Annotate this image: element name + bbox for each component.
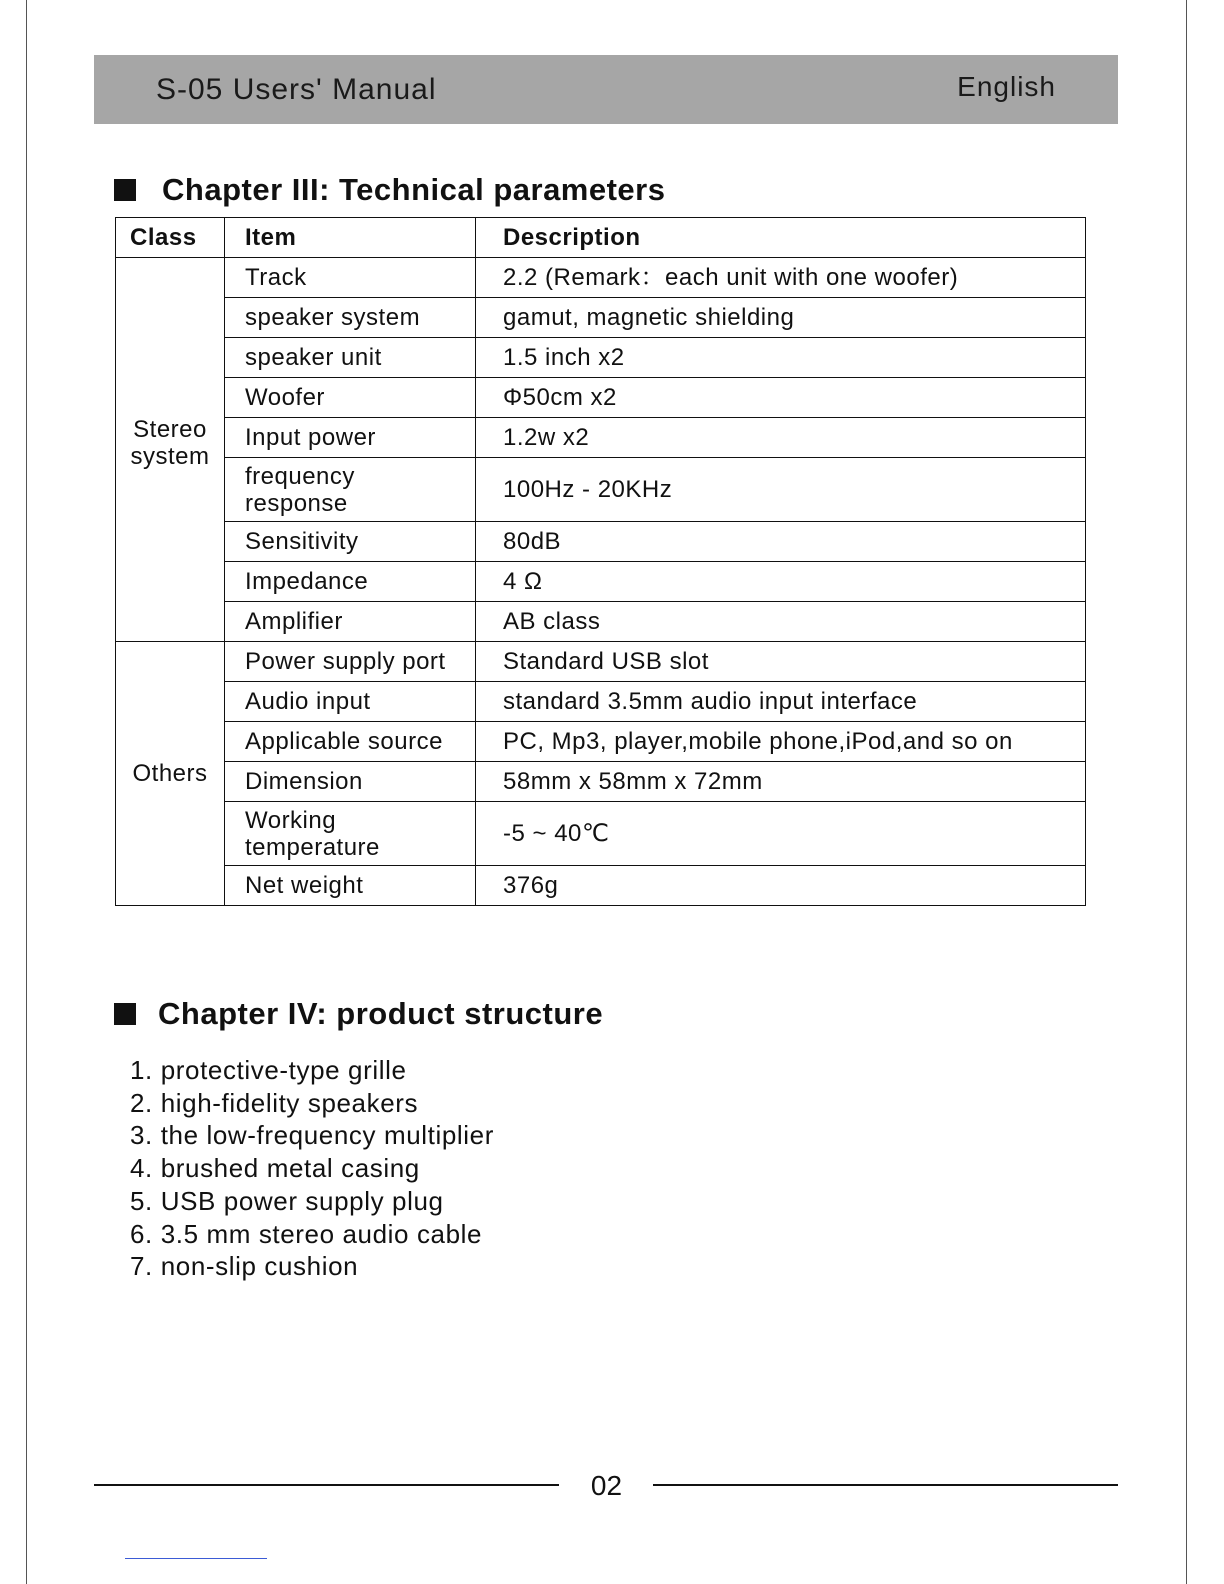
table-row xyxy=(116,298,1086,338)
description-cell: 1.2w x2 xyxy=(476,418,1086,458)
table-row xyxy=(116,378,1086,418)
list-item: 6. 3.5 mm stereo audio cable xyxy=(130,1218,483,1249)
table-row xyxy=(116,762,1086,802)
bottom-link-underline xyxy=(125,1558,267,1559)
table-row xyxy=(116,642,1086,682)
item-cell: speaker system xyxy=(225,298,476,338)
item-cell: Dimension xyxy=(225,762,476,802)
chapter-4-title: Chapter IV: product structure xyxy=(158,996,604,1031)
item-cell: Audio input xyxy=(225,682,476,722)
description-cell: gamut, magnetic shielding xyxy=(476,298,1086,338)
page-number: 02 xyxy=(590,1470,623,1501)
product-structure-list xyxy=(130,1054,494,1283)
table-header-row xyxy=(116,218,1086,258)
list-item: 5. USB power supply plug xyxy=(130,1185,444,1216)
description-cell: 100Hz - 20KHz xyxy=(476,458,1086,522)
table-row xyxy=(116,866,1086,906)
item-cell: frequency response xyxy=(225,458,476,522)
header-description: Description xyxy=(476,218,1086,258)
list-item: 7. non-slip cushion xyxy=(130,1251,359,1282)
manual-title: S-05 Users' Manual xyxy=(156,73,437,106)
description-cell: 80dB xyxy=(476,522,1086,562)
bullet-square-icon xyxy=(114,179,136,201)
chapter-4-heading xyxy=(114,996,603,1032)
class-cell-stereo: Stereo system xyxy=(116,258,225,642)
list-item: 1. protective-type grille xyxy=(130,1055,407,1085)
page-edge-right xyxy=(1186,0,1187,1584)
footer-divider-left xyxy=(94,1484,559,1486)
description-cell: Φ50cm x2 xyxy=(476,378,1086,418)
item-cell: Applicable source xyxy=(225,722,476,762)
class-cell-others: Others xyxy=(116,642,225,906)
table-row xyxy=(116,522,1086,562)
description-cell: Standard USB slot xyxy=(476,642,1086,682)
item-cell: Track xyxy=(225,258,476,298)
table-row xyxy=(116,602,1086,642)
item-cell: speaker unit xyxy=(225,338,476,378)
technical-parameters-table xyxy=(115,217,1086,906)
item-cell: Input power xyxy=(225,418,476,458)
description-cell: PC, Mp3, player,mobile phone,iPod,and so on xyxy=(476,722,1086,762)
table-row xyxy=(116,722,1086,762)
description-cell: 2.2 (Remark：each unit with one woofer) xyxy=(476,258,1086,298)
description-cell: 4 Ω xyxy=(476,562,1086,602)
description-cell: 376g xyxy=(476,866,1086,906)
description-cell: -5 ~ 40℃ xyxy=(476,802,1086,866)
header-item: Item xyxy=(225,218,476,258)
item-cell: Impedance xyxy=(225,562,476,602)
page-edge-left xyxy=(26,0,27,1584)
list-item: 4. brushed metal casing xyxy=(130,1153,420,1184)
item-cell: Amplifier xyxy=(225,602,476,642)
item-cell: Sensitivity xyxy=(225,522,476,562)
table-row xyxy=(116,802,1086,866)
bullet-square-icon xyxy=(114,1003,136,1025)
description-cell: 58mm x 58mm x 72mm xyxy=(476,762,1086,802)
list-item: 3. the low-frequency multiplier xyxy=(130,1120,494,1151)
chapter-3-title: Chapter III: Technical parameters xyxy=(162,172,666,207)
description-cell: 1.5 inch x2 xyxy=(476,338,1086,378)
table-row xyxy=(116,562,1086,602)
description-cell: standard 3.5mm audio input interface xyxy=(476,682,1086,722)
table-row xyxy=(116,258,1086,298)
language-label: English xyxy=(957,71,1056,102)
table-row xyxy=(116,418,1086,458)
item-cell: Woofer xyxy=(225,378,476,418)
table-row xyxy=(116,458,1086,522)
table-row xyxy=(116,682,1086,722)
item-cell: Working temperature xyxy=(225,802,476,866)
footer-divider-right xyxy=(653,1484,1118,1486)
table-row xyxy=(116,338,1086,378)
chapter-3-heading xyxy=(114,172,665,208)
description-cell: AB class xyxy=(476,602,1086,642)
list-item: 2. high-fidelity speakers xyxy=(130,1087,419,1118)
item-cell: Net weight xyxy=(225,866,476,906)
header-class: Class xyxy=(116,218,225,258)
item-cell: Power supply port xyxy=(225,642,476,682)
manual-header xyxy=(94,55,1118,124)
